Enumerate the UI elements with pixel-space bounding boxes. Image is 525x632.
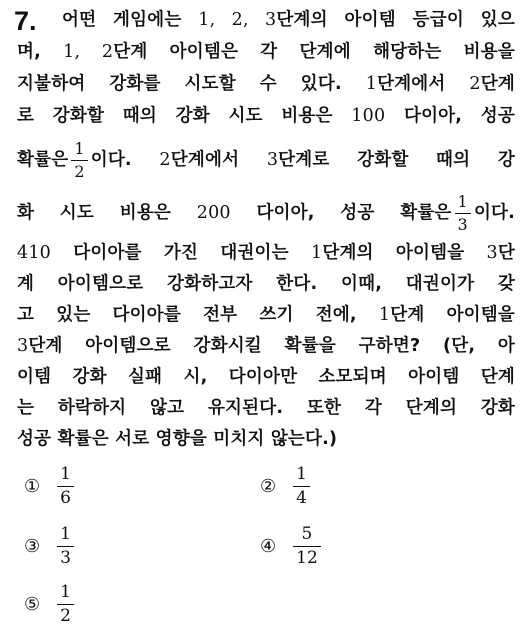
choice-1-marker: ①	[24, 475, 41, 497]
question-line-10: 3단계 아이템으로 강화시킬 확률을 구하면? (단, 아	[17, 336, 515, 356]
choice-3-fraction: $\frac{1}{3}$	[57, 526, 74, 567]
choice-2[interactable]	[260, 458, 313, 514]
question-number: 7.	[14, 6, 37, 36]
question-line-6: 화 시도 비용은 200 다이아, 성공 확률은 $\frac{1}{3}$ 이다.	[17, 191, 515, 234]
choice-1[interactable]	[24, 458, 77, 514]
choice-5-fraction: $\frac{1}{2}$	[57, 584, 74, 625]
question-line-5: 확률은 $\frac{1}{2}$ 이다. 2단계에서 3단계로 강화할 때의 강	[17, 138, 516, 181]
choice-1-fraction: $\frac{1}{6}$	[57, 466, 74, 507]
choice-3-marker: ③	[24, 535, 41, 557]
question-line-13: 성공 확률은 서로 영향을 미치지 않는다.)	[17, 429, 338, 449]
choice-4[interactable]	[260, 518, 324, 574]
question-line-8: 계 아이템으로 강화하고자 한다. 이때, 대권이가 갖	[17, 274, 515, 294]
fraction-one-third: $\frac{1}{3}$	[455, 194, 471, 233]
question-line-12: 는 하락하지 않고 유지된다. 또한 각 단계의 강화	[17, 398, 515, 418]
fraction-one-half: $\frac{1}{2}$	[71, 141, 87, 180]
choice-5-marker: ⑤	[24, 593, 41, 615]
choice-4-fraction: $\frac{5}{12}$	[293, 526, 321, 567]
question-line-1: 어떤 게임에는 1, 2, 3단계의 아이템 등급이 있으	[62, 10, 515, 30]
choice-5[interactable]	[24, 576, 77, 632]
choice-3[interactable]	[24, 518, 77, 574]
choice-4-marker: ④	[260, 535, 277, 557]
question-line-4: 로 강화할 때의 강화 시도 비용은 100 다이아, 성공	[17, 106, 515, 126]
question-line-9: 고 있는 다이아를 전부 쓰기 전에, 1단계 아이템을	[17, 305, 515, 325]
choice-2-marker: ②	[260, 475, 277, 497]
question-line-3: 지불하여 강화를 시도할 수 있다. 1단계에서 2단계	[17, 74, 515, 94]
question-line-11: 이템 강화 실패 시, 다이아만 소모되며 아이템 단계	[17, 367, 515, 387]
question-line-7: 410 다이아를 가진 대권이는 1단계의 아이템을 3단	[17, 243, 515, 263]
choice-2-fraction: $\frac{1}{4}$	[293, 466, 310, 507]
question-line-2: 며, 1, 2단계 아이템은 각 단계에 해당하는 비용을	[17, 42, 515, 62]
